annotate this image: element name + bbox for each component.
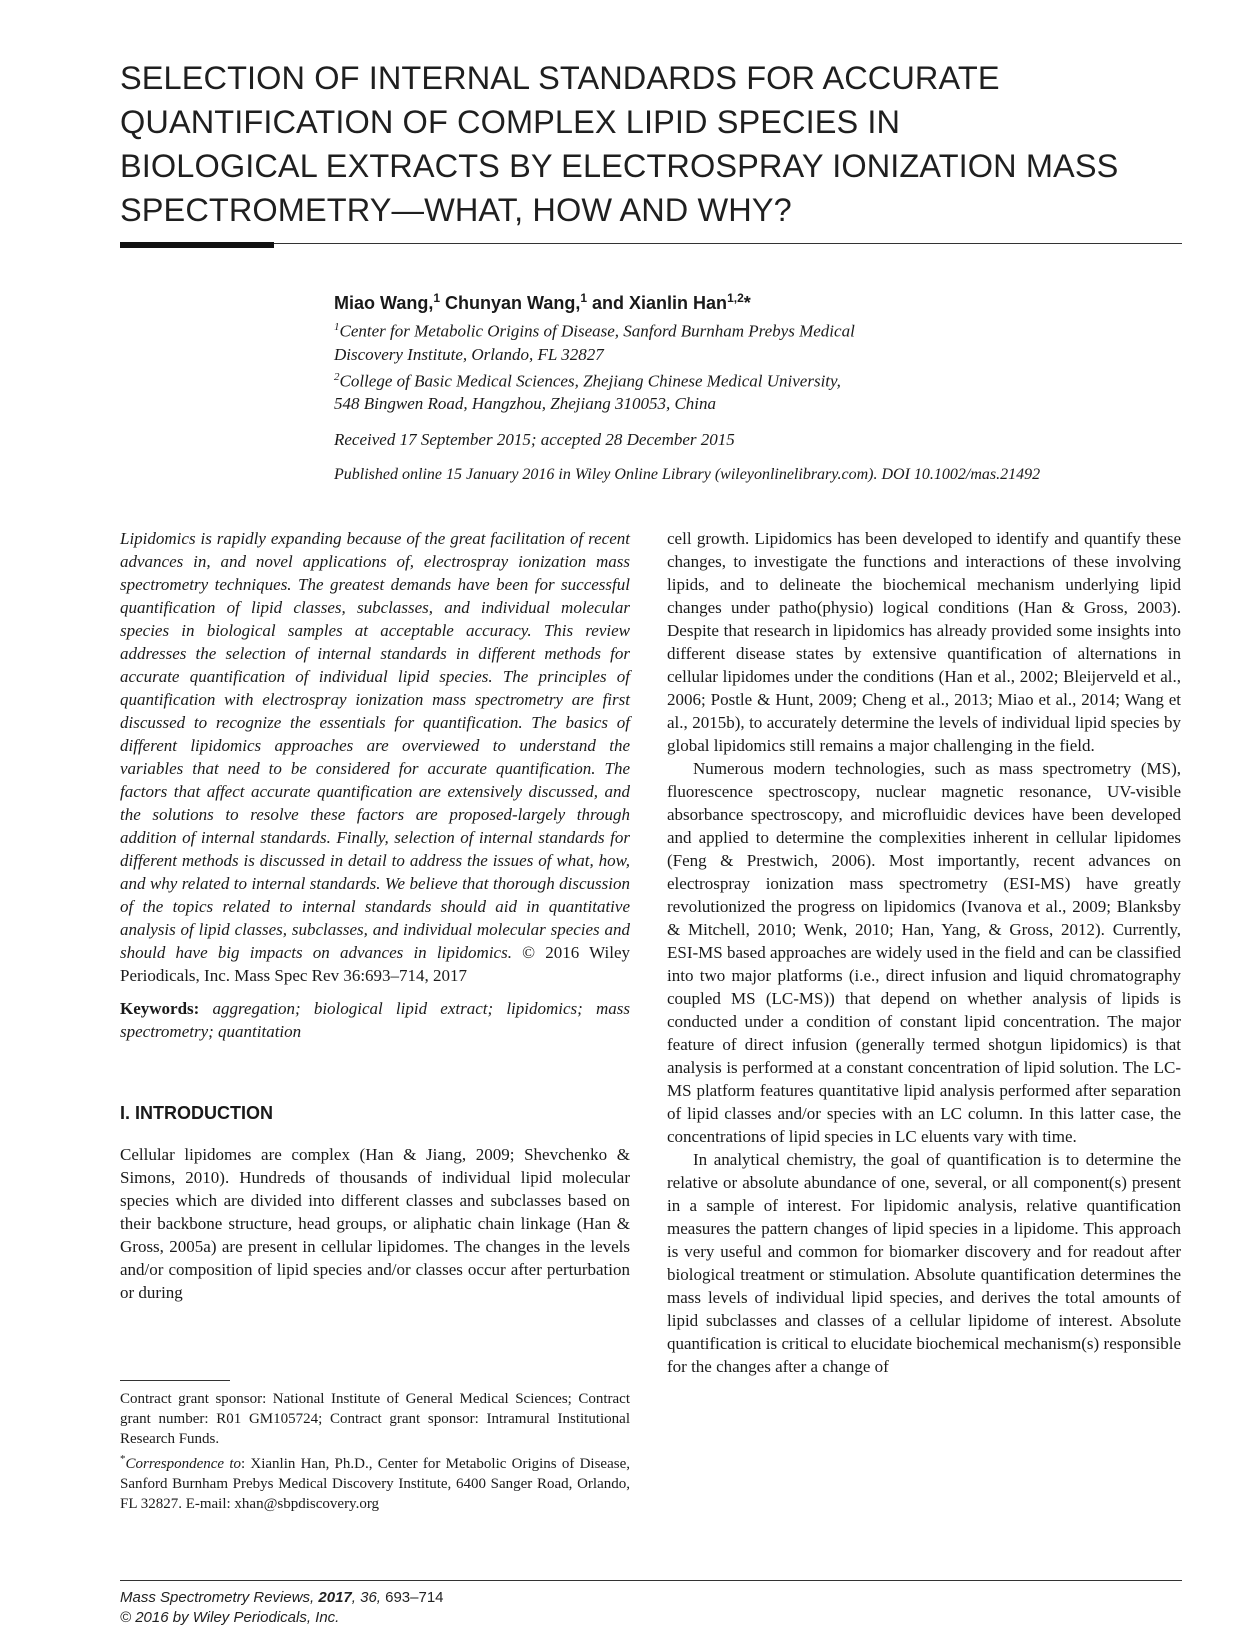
journal-name: Mass Spectrometry Reviews, (120, 1589, 319, 1606)
journal-year: 2017 (318, 1589, 352, 1606)
section-heading: I. INTRODUCTION (120, 1103, 273, 1123)
article-title (120, 56, 1200, 232)
body-paragraph: In analytical chemistry, the goal of quantification is to determine the relative or absolute abundance of one, several, or all component(s) present in a sample of interest. For lipidomic analysis, relative quantification measures the pattern changes of lipid species in a lipidome. This approach is very useful and common for biomarker discovery and for readout after biological treatment or stimulation. Absolute quantification determines the mass levels of individual lipid species, and derives the total amounts of lipid subclasses and classes of a cellular lipidome of interest. Absolute quantification is critical to elucidate biochemical mechanism(s) responsible for the changes after a change of (667, 1150, 1181, 1376)
author-name: and Xianlin Han (587, 293, 728, 313)
affiliation-line: Discovery Institute, Orlando, FL 32827 (334, 344, 604, 364)
front-matter (334, 286, 1194, 486)
body-paragraph: Numerous modern technologies, such as mass spectrometry (MS), fluorescence spectroscopy, nuclear magnetic resonance, UV-visible absorbance spectroscopy, and microfluidic devices have been developed and applied to determine the complexities inherent in cellular lipidomes (Feng & Prestwich, 2006). Most importantly, recent advances on electrospray ionization mass spectrometry (ESI-MS) have greatly revolutionized the progress on lipidomics (Ivanova et al., 2009; Blanksby & Mitchell, 2010; Wenk, 2010; Han, Yang, & Gross, 2012). Currently, ESI-MS based approaches are widely used in the field and can be classified into two major platforms (i.e., direct infusion and liquid chromatography coupled MS (LC-MS)) that depend on whether analysis of lipids is conducted under a condition of constant lipid concentration. The major feature of direct infusion (generally termed shotgun lipidomics) is that analysis is performed at a constant concentration of lipid solution. The LC-MS platform features quantitative lipid analysis performed after separation of lipid classes and/or species with an LC column. In this latter case, the concentrations of lipid species in LC eluents vary with time. (667, 759, 1181, 1146)
title-line: QUANTIFICATION OF COMPLEX LIPID SPECIES IN (120, 104, 901, 140)
author-affiliation-mark: 1 (433, 291, 441, 305)
grant-footnote: Contract grant sponsor: National Institute of General Medical Sciences; Contract grant number: R01 GM105724; Contract grant sponsor: Intramural Institutional Research Funds. (120, 1391, 630, 1447)
journal-footer (120, 1588, 444, 1628)
affiliation-line: 548 Bingwen Road, Hangzhou, Zhejiang 310053, China (334, 394, 717, 414)
affiliation-number: 1 (334, 321, 340, 333)
author-affiliation-mark: 1 (580, 291, 588, 305)
correspondence-label: Correspondence to (125, 1456, 241, 1472)
intro-paragraph: Cellular lipidomes are complex (Han & Jiang, 2009; Shevchenko & Simons, 2010). Hundreds of thousands of individual lipid molecular species which are divided into different classes and subclasses based on their backbone structure, head groups, or aliphatic chain linkage (Han & Gross, 2005a) are present in cellular lipidomes. The changes in the levels and/or composition of lipid species and/or classes occur after perturbation or during (120, 1145, 630, 1302)
received-dates: Received 17 September 2015; accepted 28 December 2015 (334, 430, 735, 450)
title-line: SPECTROMETRY—WHAT, HOW AND WHY? (120, 192, 792, 228)
abstract-copyright: © 2016 Wiley Periodicals, Inc. Mass Spec Rev 36:693–714, 2017 (120, 943, 630, 985)
left-column (120, 527, 630, 1304)
keywords (120, 997, 630, 1043)
author-affiliation-mark: 1,2 (727, 291, 744, 305)
publication-info: Published online 15 January 2016 in Wiley Online Library (wileyonlinelibrary.com). DOI 10.1002/mas.21492 (334, 466, 1041, 484)
title-line: SELECTION OF INTERNAL STANDARDS FOR ACCURATE (120, 60, 1000, 96)
affiliation (334, 316, 1194, 366)
journal-citation (120, 1588, 444, 1608)
affiliation-line: Center for Metabolic Origins of Disease, Sanford Burnham Prebys Medical (339, 321, 855, 341)
affiliation (334, 366, 1194, 416)
body-paragraph: cell growth. Lipidomics has been developed to identify and quantify these changes, to investigate the functions and interactions of these involving lipids, and to delineate the biochemical mechanism underlying lipid changes under patho(physio) logical conditions (Han & Gross, 2003). Despite that research in lipidomics has already provided some insights into different disease states by extensive quantification of alternations in cellular lipidomes under the conditions (Han et al., 2002; Bleijerveld et al., 2006; Postle & Hunt, 2009; Cheng et al., 2013; Miao et al., 2014; Wang et al., 2015b), to accurately determine the levels of individual lipid species by global lipidomics still remains a major challenging in the field. (667, 529, 1181, 755)
correspondence-footnote (120, 1449, 630, 1514)
affiliation-number: 2 (334, 370, 340, 383)
title-rule-thin (274, 243, 1182, 244)
journal-copyright: © 2016 by Wiley Periodicals, Inc. (120, 1609, 340, 1626)
author-name: Miao Wang, (334, 293, 434, 313)
abstract-text: Lipidomics is rapidly expanding because of the great facilitation of recent advances in, and novel applications of, electrospray ionization mass spectrometry techniques. The greatest demands have been for successful quantification of lipid classes, subclasses, and individual molecular species in biological samples at acceptable accuracy. This review addresses the selection of internal standards in different methods for accurate quantification of individual lipid species. The principles of quantification with electrospray ionization mass spectrometry are first discussed to recognize the essentials for quantification. The basics of different lipidomics approaches are overviewed to understand the variables that need to be considered for accurate quantification. The factors that affect accurate quantification are extensively discussed, and the solutions to resolve these factors are proposed-largely through addition of internal standards. Finally, selection of internal standards for different methods is discussed in detail to address the issues of what, how, and why related to internal standards. We believe that thorough discussion of the topics related to internal standards should aid in quantitative analysis of lipid classes, subclasses, and individual molecular species and should have big impacts on advances in lipidomics. (120, 529, 630, 962)
title-line: BIOLOGICAL EXTRACTS BY ELECTROSPRAY IONIZATION MASS (120, 148, 1119, 184)
author-name: Chunyan Wang, (440, 293, 581, 313)
footer-rule (120, 1580, 1182, 1581)
abstract (120, 527, 630, 987)
corresponding-author-mark: * (743, 293, 751, 313)
journal-volume: , 36, (351, 1589, 381, 1606)
correspondence-text: : Xianlin Han, Ph.D., Center for Metabolic Origins of Disease, Sanford Burnham Prebys Medical Discovery Institute, 6400 Sanger Road, Orlando, FL 32827. E-mail: xhan@sbpdiscovery.org (120, 1456, 630, 1512)
journal-pages: 693–714 (380, 1589, 444, 1606)
footnote-mark: * (120, 1453, 126, 1465)
footnotes (120, 1389, 630, 1514)
right-column (667, 527, 1181, 1378)
keywords-label: Keywords: (120, 999, 200, 1018)
author-list (334, 286, 1194, 315)
affiliation-line: College of Basic Medical Sciences, Zhejiang Chinese Medical University, (339, 371, 841, 391)
footnote-rule (120, 1380, 230, 1381)
keywords-text: aggregation; biological lipid extract; lipidomics; mass spectrometry; quantitation (120, 999, 630, 1041)
title-rule-thick (120, 242, 274, 248)
